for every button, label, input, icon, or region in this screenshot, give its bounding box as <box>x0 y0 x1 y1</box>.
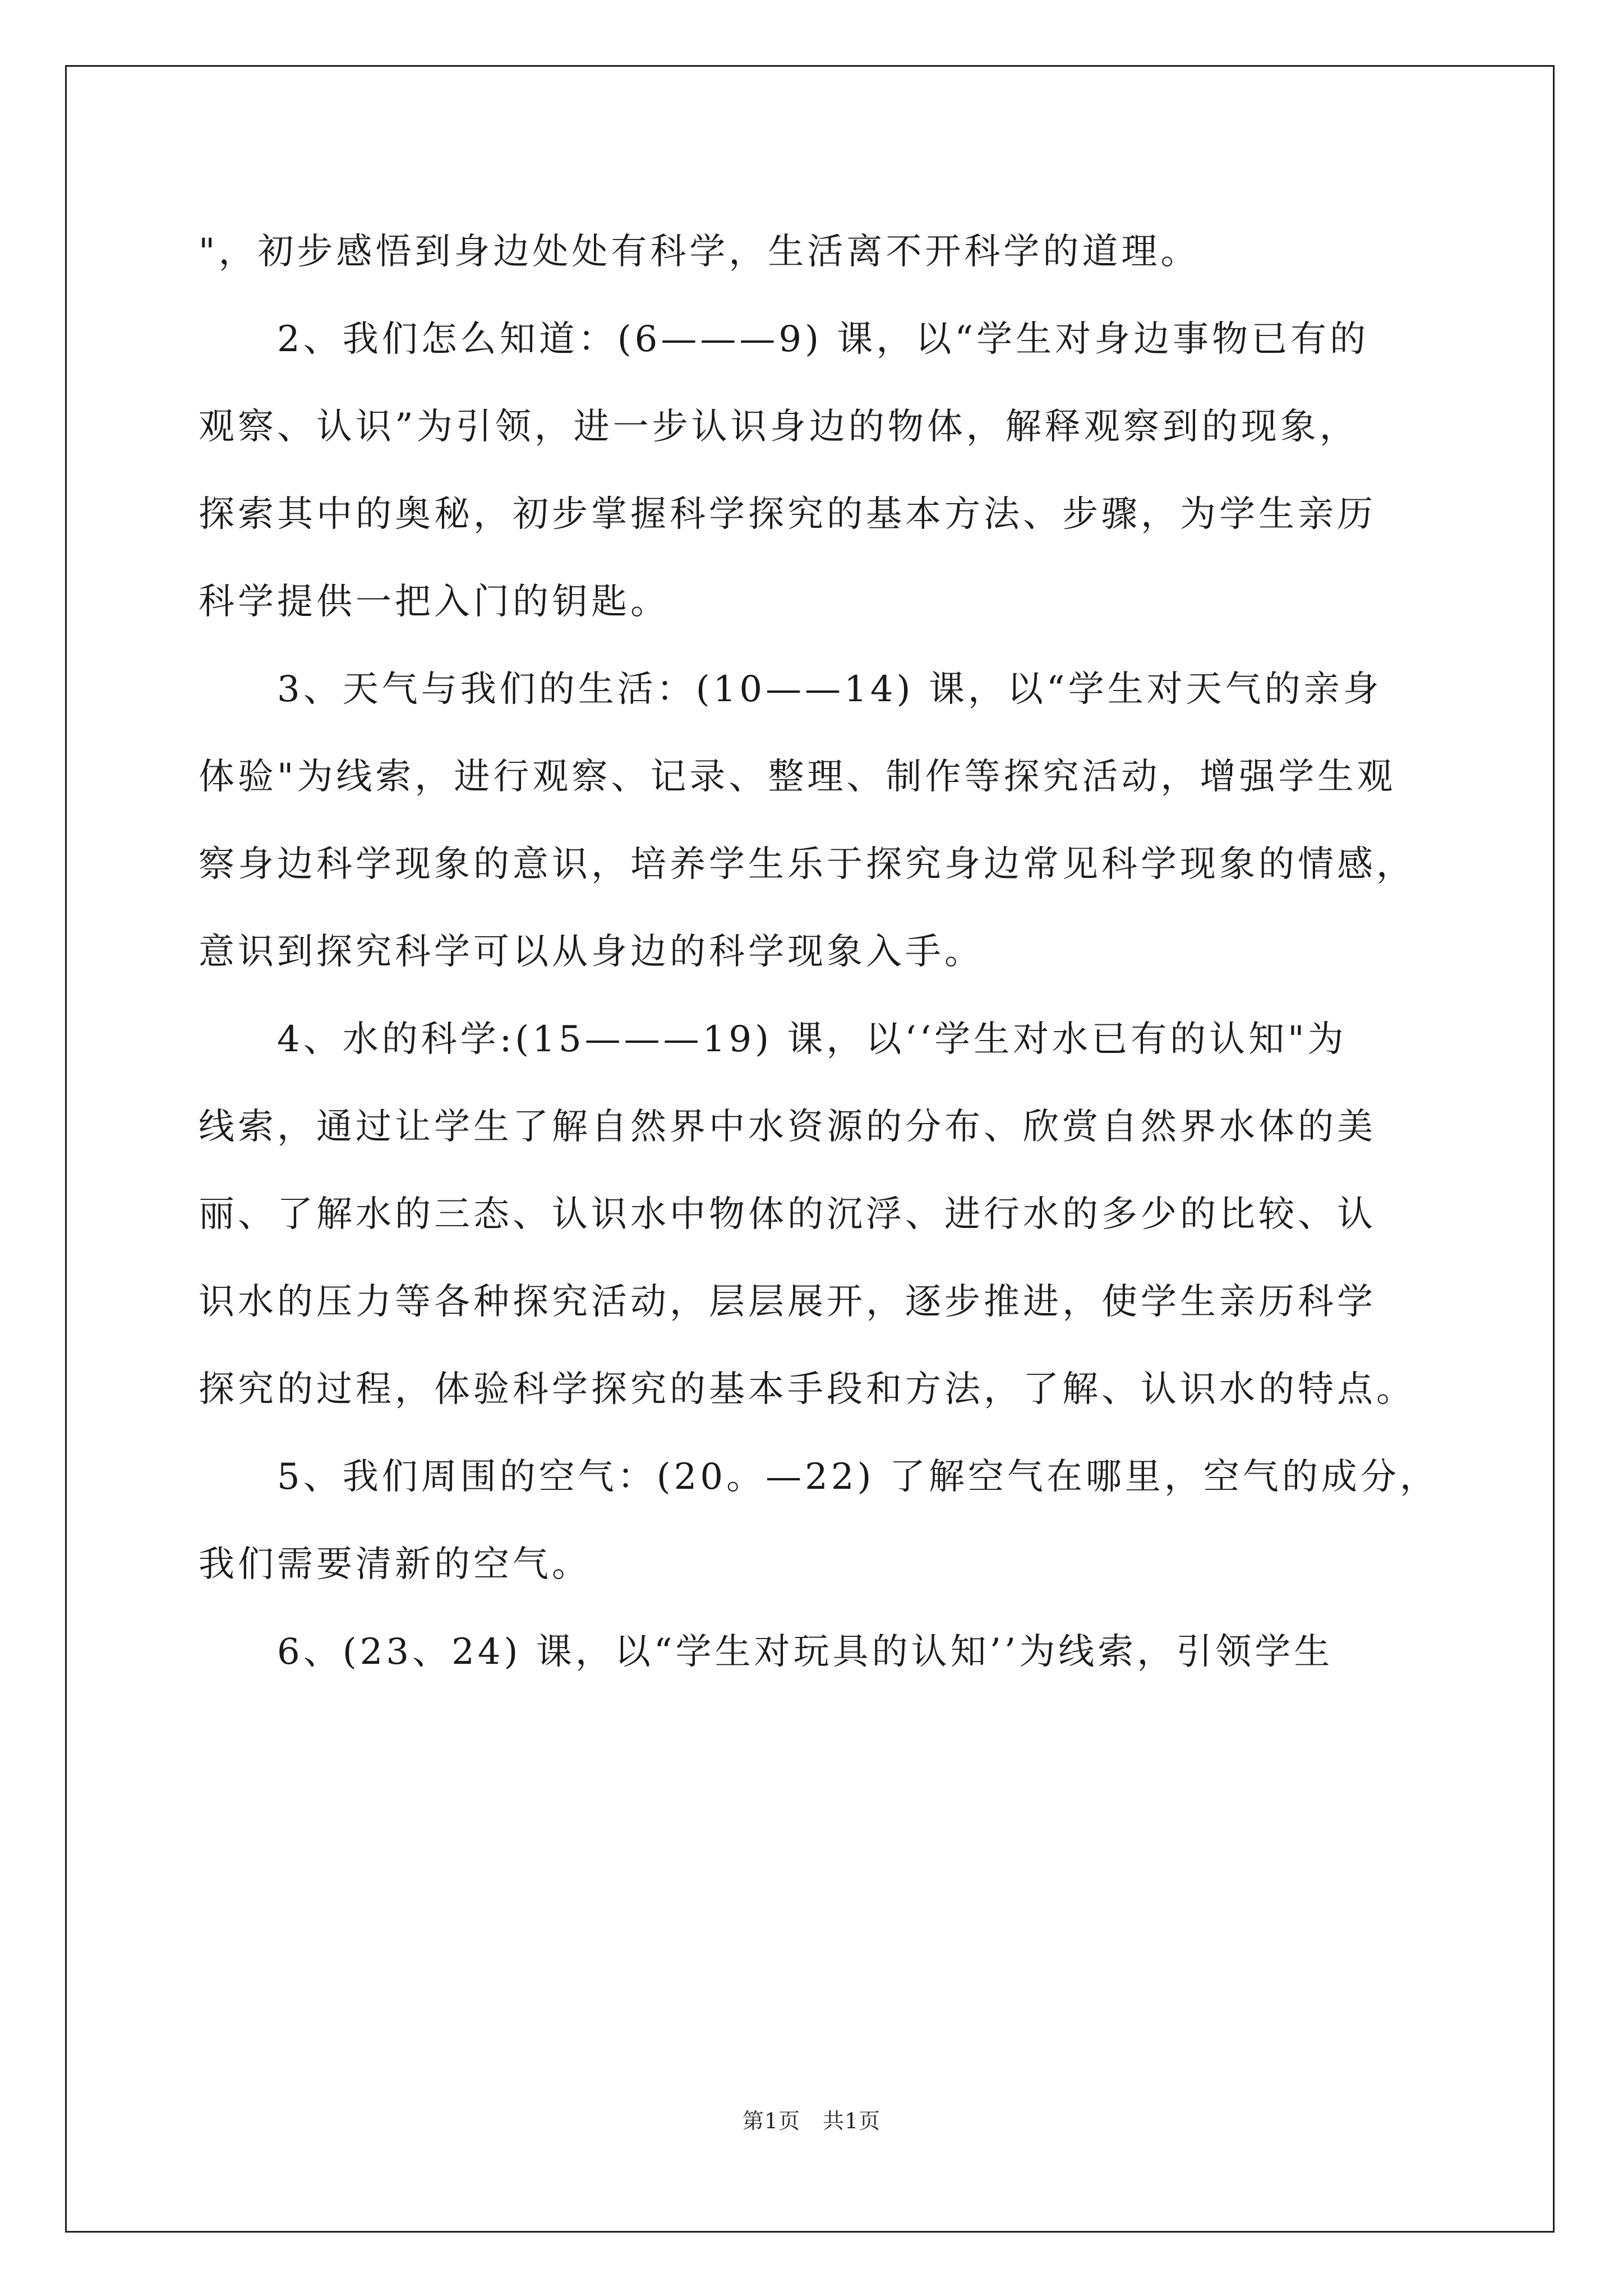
text-line: 探索其中的奥秘，初步掌握科学探究的基本方法、步骤，为学生亲历 <box>199 494 1376 535</box>
text-line: 体验"为线索，进行观察、记录、整理、制作等探究活动，增强学生观 <box>199 756 1396 798</box>
page-footer <box>0 2104 1623 2134</box>
text-line: 观察、认识”为引领，进一步认识身边的物体，解释观察到的现象， <box>199 406 1359 448</box>
text-line: "，初步感悟到身边处处有科学，生活离不开科学的道理。 <box>199 231 1200 273</box>
text-line: 识水的压力等各种探究活动，层层展开，逐步推进，使学生亲历科学 <box>199 1281 1376 1323</box>
text-line: 2、我们怎么知道：(6———9) 课，以“学生对身边事物已有的 <box>199 319 1370 360</box>
text-line: 5、我们周围的空气：(20。—22) 了解空气在哪里，空气的成分， <box>199 1456 1439 1498</box>
text-line: 我们需要清新的空气。 <box>199 1544 591 1585</box>
text-line: 探究的过程，体验科学探究的基本手段和方法，了解、认识水的特点。 <box>199 1369 1415 1410</box>
text-line: 6、(23、24) 课，以“学生对玩具的认知’’为线索，引领学生 <box>199 1631 1334 1673</box>
text-line: 线索，通过让学生了解自然界中水资源的分布、欣赏自然界水体的美 <box>199 1106 1376 1148</box>
page-total: 共1页 <box>823 2109 881 2133</box>
text-line: 意识到探究科学可以从身边的科学现象入手。 <box>199 931 984 973</box>
text-line: 3、天气与我们的生活：(10——14) 课，以“学生对天气的亲身 <box>199 669 1382 710</box>
document-body <box>199 208 1439 1696</box>
page-number: 第1页 <box>742 2109 800 2133</box>
text-line: 4、水的科学:(15———19) 课，以‘‘学生对水已有的认知"为 <box>199 1019 1347 1060</box>
text-line: 察身边科学现象的意识，培养学生乐于探究身边常见科学现象的情感， <box>199 844 1415 885</box>
text-line: 科学提供一把入门的钥匙。 <box>199 581 670 623</box>
text-line: 丽、了解水的三态、认识水中物体的沉浮、进行水的多少的比较、认 <box>199 1194 1376 1235</box>
